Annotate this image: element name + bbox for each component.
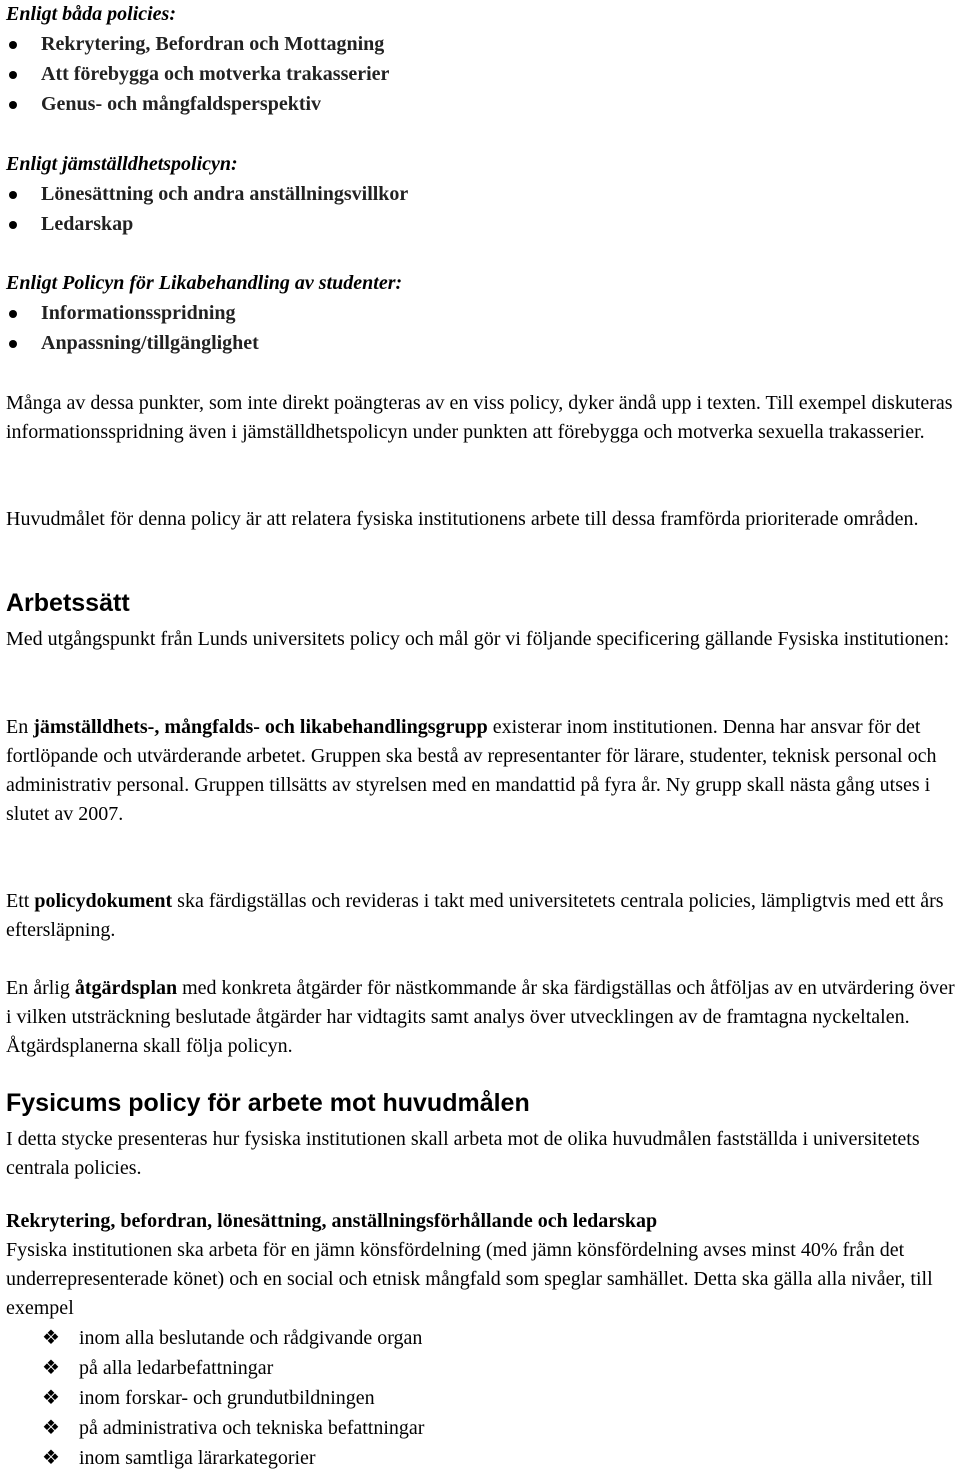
paragraph: I detta stycke presenteras hur fysiska institutionen skall arbeta mot de olika huvudmålen fastställda i universitetets centrala policies. [6, 1128, 920, 1179]
bold-term: jämställdhets-, mångfalds- och likabehandlingsgrupp [33, 716, 488, 738]
bullet-list [6, 298, 956, 358]
list-item: Ledarskap [6, 209, 956, 239]
list-item: Att förebygga och motverka trakasserier [6, 59, 956, 89]
list-item: ❖ inom samtliga lärarkategorier [6, 1443, 956, 1473]
bold-term: åtgärdsplan [74, 977, 178, 999]
diamond-bullet-icon: ❖ [42, 1355, 60, 1379]
section-both-policies [6, 0, 956, 119]
bullet-icon [9, 310, 17, 318]
bullet-icon [9, 101, 17, 109]
paragraph: Många av dessa punkter, som inte direkt poängteras av en viss policy, dyker ändå upp i texten. Till exempel diskuteras informationsspridning även i jämställdhetspolicyn under punkten att förebygga och motverka sexuella trakasserier. [6, 392, 953, 443]
paragraph: Huvudmålet för denna policy är att relatera fysiska institutionens arbete till dessa framförda prioriterade områden. [6, 508, 919, 530]
list-item: Lönesättning och andra anställningsvillkor [6, 179, 956, 209]
diamond-bullet-icon: ❖ [42, 1415, 60, 1439]
section-student-policy [6, 269, 956, 358]
list-item: ❖ på administrativa och tekniska befattningar [6, 1413, 956, 1443]
section-equality-policy [6, 150, 956, 239]
paragraph-group: En jämställdhets-, mångfalds- och likabehandlingsgrupp existerar inom institutionen. Denna har ansvar för det fortlöpande och utvärderande arbetet. Gruppen ska bestå av representanter för lärare, studenter, teknisk personal och administrativ personal. Gruppen tillsätts av styrelsen med en mandattid på fyra år. Ny grupp skall nästa gång utses i slutet av 2007. [6, 716, 937, 825]
bullet-icon [9, 340, 17, 348]
list-item: Informationsspridning [6, 298, 956, 328]
paragraph: Fysiska institutionen ska arbeta för en jämn könsfördelning (med jämn könsfördelning avses minst 40% från det underrepresenterade könet) och en social och etnisk mångfald som speglar samhället. Detta ska gälla alla nivåer, till exempel [6, 1239, 933, 1319]
bullet-icon [9, 71, 17, 79]
bullet-icon [9, 41, 17, 49]
bullet-icon [9, 191, 17, 199]
heading-rekrytering: Rekrytering, befordran, lönesättning, anställningsförhållande och ledarskap [6, 1210, 658, 1232]
list-item: Rekrytering, Befordran och Mottagning [6, 29, 956, 59]
bold-term: policydokument [34, 890, 173, 912]
diamond-bullet-icon: ❖ [42, 1445, 60, 1469]
bullet-list [6, 29, 956, 119]
list-item: ❖ inom alla beslutande och rådgivande organ [6, 1323, 956, 1353]
paragraph: Med utgångspunkt från Lunds universitets policy och mål gör vi följande specificering gällande Fysiska institutionen: [6, 628, 950, 650]
list-item: Genus- och mångfaldsperspektiv [6, 89, 956, 119]
diamond-bullet-icon: ❖ [42, 1325, 60, 1349]
list-item: Anpassning/tillgänglighet [6, 328, 956, 358]
diamond-list [6, 1323, 956, 1473]
section-heading: Enligt båda policies: [6, 3, 176, 25]
section-heading: Enligt jämställdhetspolicyn: [6, 153, 238, 175]
paragraph-atgardsplan: En årlig åtgärdsplan med konkreta åtgärder för nästkommande år ska färdigställas och åtföljas av en utvärdering över i vilken utsträckning beslutade åtgärder har vidtagits samt analys över utvecklingen av de framtagna nyckeltalen. Åtgärdsplanerna skall följa policyn. [6, 977, 955, 1057]
section-heading: Enligt Policyn för Likabehandling av studenter: [6, 272, 403, 294]
bullet-list [6, 179, 956, 239]
diamond-bullet-icon: ❖ [42, 1385, 60, 1409]
heading-arbetssatt: Arbetssätt [6, 589, 130, 617]
paragraph-policydokument: Ett policydokument ska färdigställas och revideras i takt med universitetets centrala policies, lämpligtvis med ett års eftersläpning. [6, 890, 944, 941]
bullet-icon [9, 221, 17, 229]
heading-fysicum: Fysicums policy för arbete mot huvudmålen [6, 1089, 530, 1117]
list-item: ❖ inom forskar- och grundutbildningen [6, 1383, 956, 1413]
list-item: ❖ på alla ledarbefattningar [6, 1353, 956, 1383]
